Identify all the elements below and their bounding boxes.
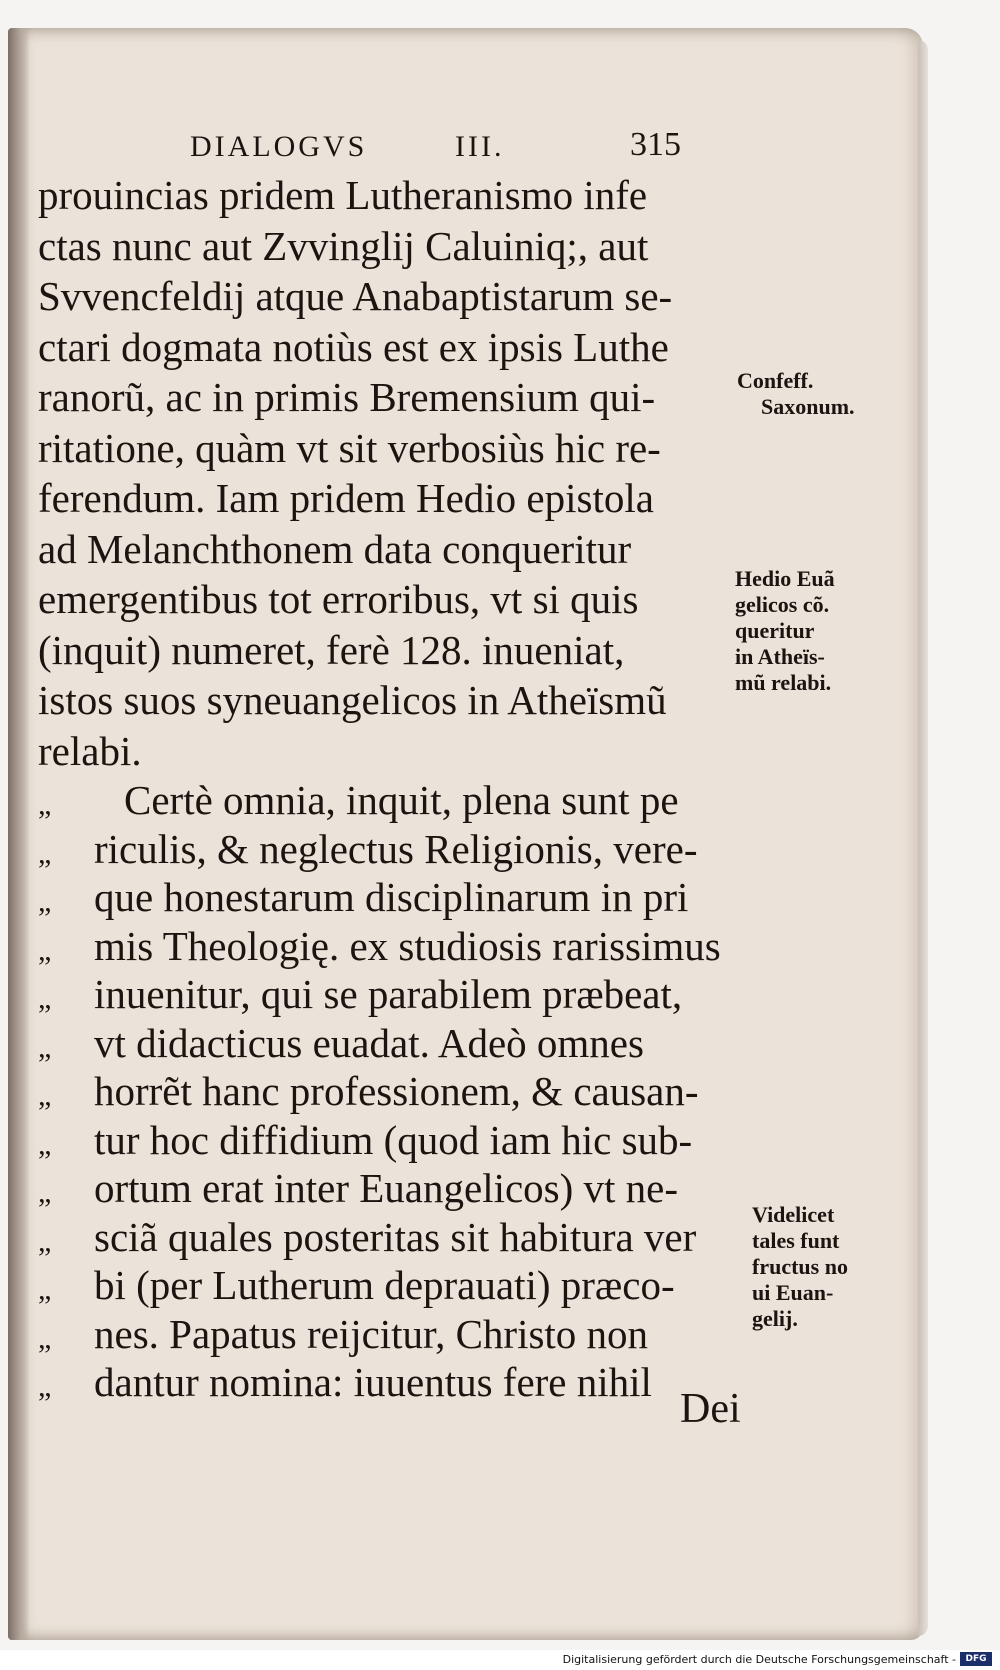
text-line: relabi. <box>38 727 142 774</box>
quote-mark: „ <box>38 982 52 1015</box>
quoted-line <box>38 873 738 922</box>
text-line: ad Melanchthonem data conqueritur <box>38 525 632 572</box>
quote-mark: „ <box>38 836 52 870</box>
quote-mark: „ <box>38 885 52 918</box>
margin-note-line: Hedio Euã <box>735 566 835 591</box>
margin-note-line: queritur <box>735 618 815 643</box>
quoted-text: nes. Papatus reijcitur, Christo non <box>94 1310 649 1357</box>
quoted-line <box>38 1358 738 1407</box>
quote-mark: „ <box>38 1224 52 1258</box>
text-line: (inquit) numeret, ferè 128. inueniat, <box>38 626 625 673</box>
quoted-text: dantur nomina: iuuentus fere nihil <box>94 1359 652 1405</box>
quoted-line <box>38 1116 738 1165</box>
margin-note-line: mũ relabi. <box>735 670 832 695</box>
catchword: Dei <box>680 1386 741 1432</box>
quoted-line <box>38 776 738 825</box>
text-line: ctas nunc aut Zvvinglij Caluiniq;, aut <box>38 222 649 269</box>
page-edge <box>918 40 928 1636</box>
text-line: ritatione, quàm vt sit verbosiùs hic re- <box>38 424 661 471</box>
quote-mark: „ <box>38 1176 52 1209</box>
dfg-logo: DFG <box>960 1652 992 1666</box>
running-head-chapter: III. <box>455 130 505 163</box>
quote-mark: „ <box>38 1370 52 1403</box>
running-head-title: DIALOGVS <box>190 130 368 163</box>
margin-note-line: Confeff. <box>737 368 814 393</box>
footer-bar <box>0 1650 1000 1670</box>
margin-note-line: gelij. <box>752 1306 798 1331</box>
quoted-text: ortum erat inter Euangelicos) vt ne- <box>94 1165 679 1211</box>
quoted-text: tur hoc diffidium (quod iam hic sub- <box>94 1116 693 1163</box>
quoted-line <box>38 970 738 1019</box>
margin-note-line: in Atheïs- <box>735 644 825 669</box>
page-number: 315 <box>630 126 681 163</box>
quote-mark: „ <box>38 1030 52 1064</box>
margin-note-line: fructus no <box>752 1254 848 1279</box>
quoted-text: que honestarum disciplinarum in pri <box>94 874 689 920</box>
margin-note-hedio <box>735 566 835 696</box>
quote-mark: „ <box>38 1127 52 1161</box>
quoted-text: sciã quales posteritas sit habitura ver <box>94 1213 697 1260</box>
quote-mark: „ <box>38 933 52 967</box>
text-line: Svvencfeldij atque Anabaptistarum se- <box>38 273 673 319</box>
quoted-line <box>38 1164 738 1213</box>
margin-note-line: Saxonum. <box>761 394 855 419</box>
margin-note-line: gelicos cõ. <box>735 592 830 617</box>
quoted-line <box>38 825 738 874</box>
quote-mark: „ <box>38 1273 52 1306</box>
quoted-text: Certè omnia, inquit, plena sunt pe <box>124 777 679 823</box>
text-line: prouincias pridem Lutheranismo infe <box>38 172 648 218</box>
margin-note-line: ui Euan- <box>752 1280 834 1305</box>
text-line: ctari dogmata notiùs est ex ipsis Luthe <box>38 323 669 370</box>
text-line: ranorũ, ac in primis Bremensium qui- <box>38 374 656 420</box>
quoted-line <box>38 1310 738 1359</box>
quoted-text: riculis, & neglectus Religionis, vere- <box>94 825 698 872</box>
quoted-line <box>38 1019 738 1068</box>
quoted-text: bi (per Lutherum deprauati) præco- <box>94 1262 675 1308</box>
quoted-line <box>38 1067 738 1116</box>
quoted-line <box>38 1213 738 1262</box>
text-line: emergentibus tot erroribus, vt si quis <box>38 576 639 622</box>
margin-note-line: Videlicet <box>752 1202 835 1227</box>
quoted-text: inuenitur, qui se parabilem præbeat, <box>94 971 683 1017</box>
text-line: ferendum. Iam pridem Hedio epistola <box>38 475 654 521</box>
quoted-line <box>38 1261 738 1310</box>
quote-mark: „ <box>38 1321 52 1355</box>
funding-credit: Digitalisierung gefördert durch die Deutsche Forschungsgemeinschaft - <box>562 1653 956 1666</box>
quoted-line <box>38 922 738 971</box>
margin-note-line: tales funt <box>752 1228 840 1253</box>
main-text <box>38 170 738 1407</box>
text-line: istos suos syneuangelicos in Atheïsmũ <box>38 677 667 723</box>
quote-mark: „ <box>38 788 52 821</box>
quoted-text: vt didacticus euadat. Adeò omnes <box>94 1019 644 1066</box>
quoted-text: mis Theologię. ex studiosis rarissimus <box>94 922 721 969</box>
quoted-text: horrẽt hanc professionem, & causan- <box>94 1068 699 1114</box>
quote-mark: „ <box>38 1079 52 1112</box>
running-head <box>190 126 710 174</box>
margin-note-confession <box>737 368 855 420</box>
margin-note-videlicet <box>752 1202 848 1332</box>
